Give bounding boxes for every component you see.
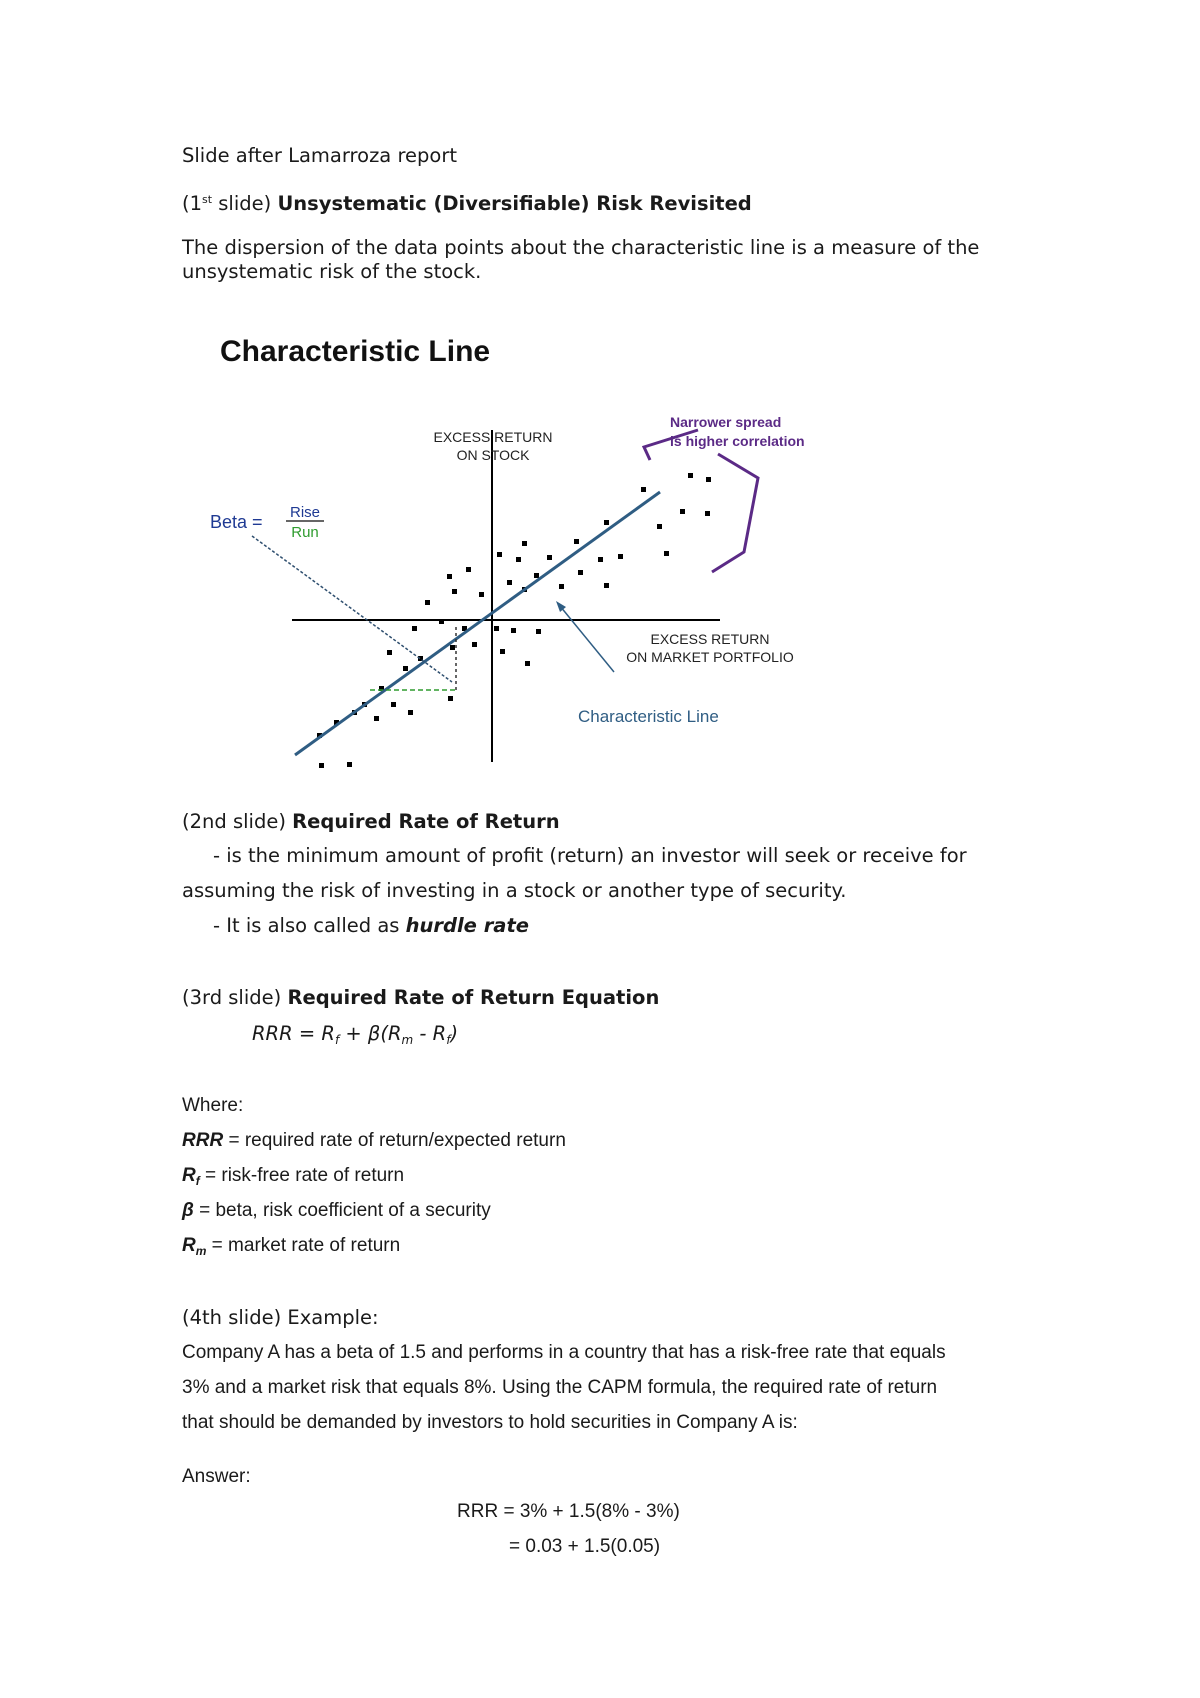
point xyxy=(604,520,609,525)
y-axis-label-1: EXCESS RETURN xyxy=(433,429,553,445)
spread-label-2: is higher correlation xyxy=(670,433,805,449)
slide2-heading xyxy=(182,810,560,834)
point xyxy=(347,762,352,767)
slide1-heading xyxy=(182,192,752,216)
point xyxy=(391,702,396,707)
eq-sub-f: f xyxy=(334,1033,340,1047)
point xyxy=(425,600,430,605)
slide4-line1: Company A has a beta of 1.5 and performs in a country that has a risk-free rate that equals xyxy=(182,1342,946,1363)
slide1-prefix-sup: st xyxy=(202,193,213,206)
beta-pointer xyxy=(252,536,452,682)
slide2-line2: assuming the risk of investing in a stock or another type of security. xyxy=(182,879,847,902)
point xyxy=(680,509,685,514)
characteristic-line-figure xyxy=(200,330,840,770)
point xyxy=(574,539,579,544)
point xyxy=(452,589,457,594)
point xyxy=(497,552,502,557)
slide1-title: Unsystematic (Diversifiable) Risk Revisited xyxy=(277,192,752,215)
point xyxy=(479,592,484,597)
characteristic-line-svg xyxy=(200,330,840,770)
figure-title: Characteristic Line xyxy=(220,335,491,368)
beta-label: Beta = xyxy=(210,512,263,532)
point xyxy=(374,716,379,721)
answer-label: Answer: xyxy=(182,1466,251,1487)
point xyxy=(403,666,408,671)
eq-lhs: RRR = R xyxy=(252,1022,335,1045)
point xyxy=(641,487,646,492)
point xyxy=(408,710,413,715)
slide1-body-line2: unsystematic risk of the stock. xyxy=(182,260,482,283)
def-beta-text: = beta, risk coefficient of a security xyxy=(193,1200,491,1221)
point xyxy=(578,570,583,575)
point xyxy=(657,524,662,529)
point xyxy=(688,473,693,478)
spread-label-1: Narrower spread xyxy=(670,414,782,430)
slide4-heading: (4th slide) Example: xyxy=(182,1306,379,1329)
point xyxy=(448,696,453,701)
point xyxy=(466,567,471,572)
def-rm-text: = market rate of return xyxy=(206,1235,401,1256)
definition-rrr xyxy=(182,1129,566,1153)
where-label: Where: xyxy=(182,1095,244,1116)
line-label: Characteristic Line xyxy=(578,707,719,726)
slide1-prefix: (1 xyxy=(182,192,203,215)
point xyxy=(472,642,477,647)
hurdle-rate-term: hurdle rate xyxy=(405,914,530,937)
eq-mid: + β(R xyxy=(339,1022,402,1045)
slide2-line3 xyxy=(213,914,529,938)
point xyxy=(559,584,564,589)
slide1-body-line1: The dispersion of the data points about the characteristic line is a measure of the xyxy=(182,236,980,259)
point xyxy=(534,573,539,578)
def-rm-sub: m xyxy=(195,1244,207,1258)
header-line: Slide after Lamarroza report xyxy=(182,144,458,167)
slide2-line1: - is the minimum amount of profit (return) an investor will seek or receive for xyxy=(213,844,967,867)
point xyxy=(439,619,444,624)
eq-end: ) xyxy=(450,1022,459,1045)
answer-calc-1: RRR = 3% + 1.5(8% - 3%) xyxy=(457,1501,680,1522)
def-beta-term: β xyxy=(182,1200,194,1221)
point xyxy=(511,628,516,633)
point xyxy=(536,629,541,634)
point xyxy=(450,645,455,650)
slide1-prefix-tail: slide) xyxy=(212,192,278,215)
slide3-title: Required Rate of Return Equation xyxy=(287,986,660,1009)
point xyxy=(516,557,521,562)
slide2-title: Required Rate of Return xyxy=(292,810,560,833)
y-axis-label-2: ON STOCK xyxy=(456,447,530,463)
point xyxy=(447,574,452,579)
def-rrr-text: = required rate of return/expected return xyxy=(223,1130,566,1151)
point xyxy=(507,580,512,585)
line-label-pointer xyxy=(560,606,614,672)
x-axis-label-1: EXCESS RETURN xyxy=(650,631,770,647)
definition-rf xyxy=(182,1164,404,1188)
point xyxy=(319,763,324,768)
answer-calc-2: = 0.03 + 1.5(0.05) xyxy=(509,1536,661,1557)
point xyxy=(705,511,710,516)
slide2-line3-prefix: - It is also called as xyxy=(213,914,406,937)
point xyxy=(522,541,527,546)
rise-label: Rise xyxy=(289,504,321,521)
point xyxy=(598,557,603,562)
point xyxy=(494,626,499,631)
def-rrr-term: RRR xyxy=(182,1130,224,1151)
slide3-heading xyxy=(182,986,659,1010)
eq-minus: - R xyxy=(413,1022,447,1045)
slide3-prefix: (3rd slide) xyxy=(182,986,288,1009)
slide4-line2: 3% and a market risk that equals 8%. Using the CAPM formula, the required rate of return xyxy=(182,1377,938,1398)
point xyxy=(604,583,609,588)
point xyxy=(525,661,530,666)
slide2-prefix: (2nd slide) xyxy=(182,810,293,833)
def-rf-term: R xyxy=(182,1165,196,1186)
eq-sub-m: m xyxy=(401,1033,414,1047)
definition-rm xyxy=(182,1234,400,1258)
point xyxy=(412,626,417,631)
rrr-equation xyxy=(252,1022,458,1046)
point xyxy=(547,555,552,560)
point xyxy=(387,650,392,655)
def-rm-term: R xyxy=(182,1235,196,1256)
definition-beta xyxy=(182,1199,491,1223)
point xyxy=(618,554,623,559)
x-axis-label-2: ON MARKET PORTFOLIO xyxy=(626,649,794,665)
eq-sub-f2: f xyxy=(446,1033,451,1047)
point xyxy=(664,551,669,556)
def-rf-sub: f xyxy=(195,1174,200,1188)
def-rf-text: = risk-free rate of return xyxy=(199,1165,405,1186)
spread-bracket-right xyxy=(712,454,758,572)
point xyxy=(706,477,711,482)
point xyxy=(500,649,505,654)
slide4-line3: that should be demanded by investors to hold securities in Company A is: xyxy=(182,1412,798,1433)
run-label: Run xyxy=(291,524,319,541)
